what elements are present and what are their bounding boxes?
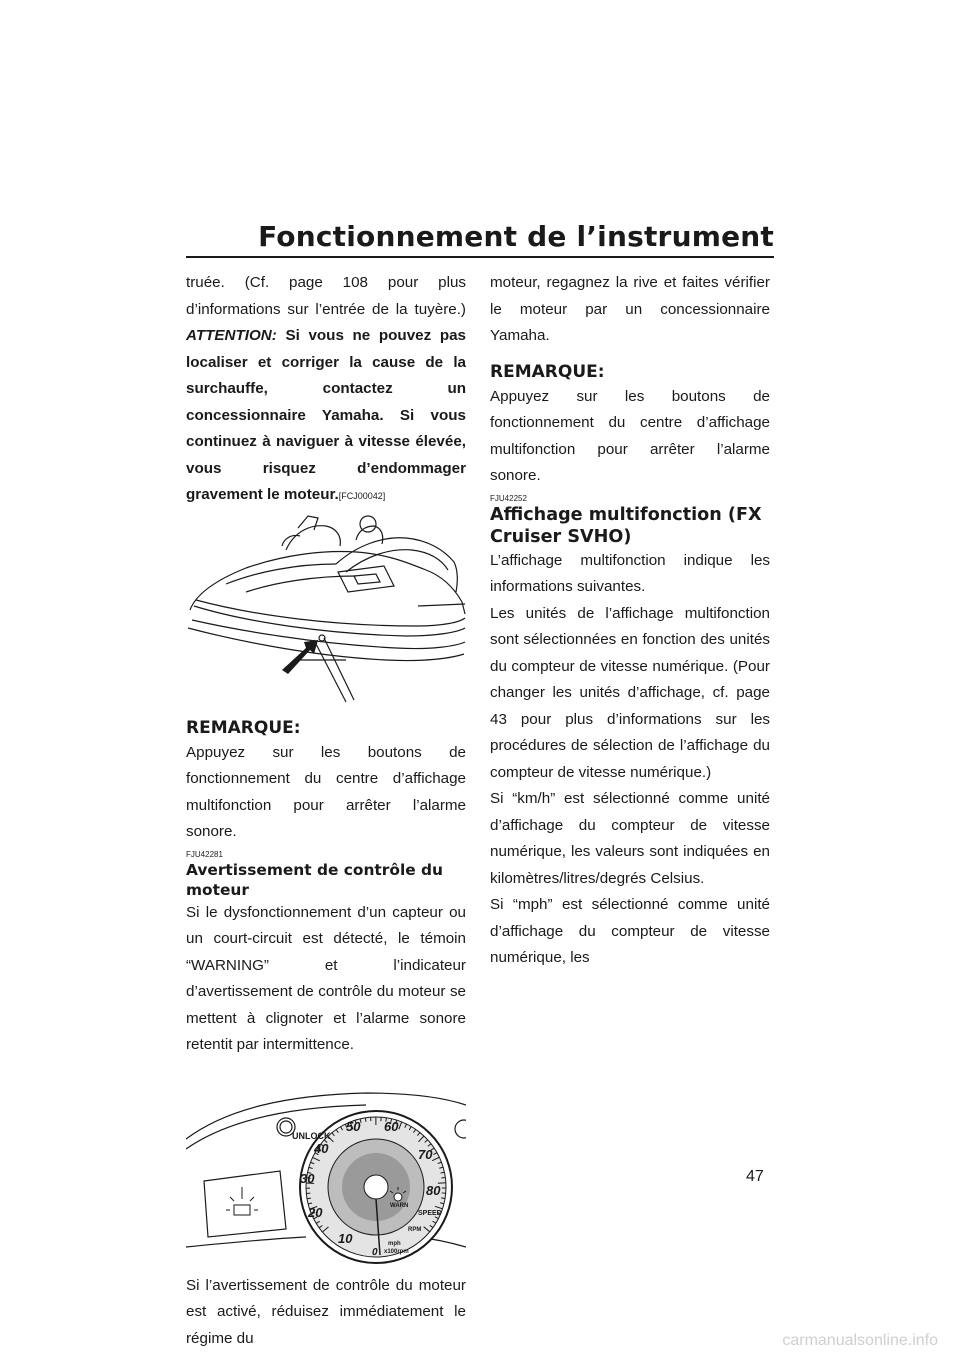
- left-column: [186, 270, 466, 1352]
- attention-code: [FCJ00042]: [338, 491, 386, 501]
- engine-warning-paragraph: Si le dysfonctionnement d’un capteur ou un court-circuit est détecté, le témoin “WARNING” et l’indicateur d’avertissement de contrôle du moteur se mettent à clignoter et l’alarme sonore retentit par intermittence.: [186, 903, 466, 1053]
- arrow-icon: [282, 640, 318, 674]
- remarque-label-right: REMARQUE:: [490, 361, 605, 382]
- gauge-number-70: 70: [418, 1146, 433, 1162]
- multifunction-units: Les unités de l’affichage multifonction sont sélectionnées en fonction des unités du compteur de vitesse numérique. (Pour changer les unités d’affichage, cf. page 43 pour plus d’informations sur les procédures de sélection de l’affichage du compteur de vitesse numérique.): [490, 604, 770, 781]
- gauge-number-20: 20: [308, 1204, 323, 1220]
- gauge-number-60: 60: [384, 1118, 399, 1134]
- remarque-label: REMARQUE:: [186, 717, 301, 738]
- gauge-number-10: 10: [338, 1230, 353, 1246]
- gauge-figure: [186, 1079, 466, 1267]
- attention-label: ATTENTION:: [186, 327, 277, 344]
- rpm-label: RPM: [408, 1226, 422, 1233]
- unlock-label: UNLOCK: [292, 1130, 331, 1141]
- header-rule: [186, 256, 774, 258]
- gauge-tick: [365, 1117, 366, 1121]
- remarque-text: Appuyez sur les boutons de fonctionnement du centre d’affichage multifonction pour arrêter l’alarme sonore.: [186, 743, 466, 840]
- watermark: carmanualsonline.info: [782, 1332, 938, 1349]
- gauge-number-40: 40: [314, 1140, 329, 1156]
- multifunction-mph: Si “mph” est sélectionné comme unité d’affichage du compteur de vitesse numérique, les: [490, 896, 770, 966]
- jetski-figure: [186, 510, 466, 706]
- speed-label: SPEED: [418, 1209, 442, 1217]
- units-rpm: x100rpm: [384, 1248, 409, 1255]
- page-number: 47: [746, 1168, 764, 1185]
- warning-label: WARN: [390, 1202, 409, 1209]
- page-title: Fonctionnement de l’instrument: [258, 220, 774, 253]
- overheat-paragraph: [186, 270, 466, 510]
- fju-code-right: FJU42252: [490, 493, 527, 503]
- fju-code: FJU42281: [186, 849, 223, 859]
- right-continuation: moteur, regagnez la rive et faites vérifier le moteur par un concessionnaire Yamaha.: [490, 274, 770, 344]
- multifunction-kmh: Si “km/h” est sélectionné comme unité d’affichage du compteur de vitesse numérique, les valeurs sont indiquées en kilomètres/litres/degrés Celsius.: [490, 790, 770, 887]
- engine-warning-heading: Avertissement de contrôle du moteur: [186, 860, 443, 899]
- gauge-zero: 0: [372, 1246, 378, 1258]
- gauge-tick: [441, 1197, 445, 1198]
- gauge-tick: [441, 1177, 445, 1178]
- remarque-text-right: Appuyez sur les boutons de fonctionnement du centre d’affichage multifonction pour arrêter l’alarme sonore.: [490, 387, 770, 484]
- gauge-number-80: 80: [426, 1182, 441, 1198]
- gauge-tick: [307, 1198, 311, 1199]
- right-column: [490, 270, 770, 972]
- overheat-text: truée. (Cf. page 108 pour plus d’informations sur l’entrée de la tuyère.): [186, 274, 466, 318]
- gauge-number-30: 30: [300, 1170, 315, 1186]
- multifunction-heading: Affichage multifonction (FX Cruiser SVHO): [490, 504, 762, 547]
- engine-warning-action: Si l’avertissement de contrôle du moteur est activé, réduisez immédiatement le régime du: [186, 1276, 466, 1347]
- multifunction-intro: L’affichage multifonction indique les informations suivantes.: [490, 551, 770, 595]
- units-mph: mph: [388, 1240, 401, 1247]
- attention-text: Si vous ne pouvez pas localiser et corriger la cause de la surchauffe, contactez un concessionnaire Yamaha. Si vous continuez à naviguer à vitesse élevée, vous risquez d’endommager gravement le moteur.: [186, 327, 466, 503]
- gauge-number-50: 50: [346, 1118, 361, 1134]
- engine-warning-icon: [226, 1187, 258, 1215]
